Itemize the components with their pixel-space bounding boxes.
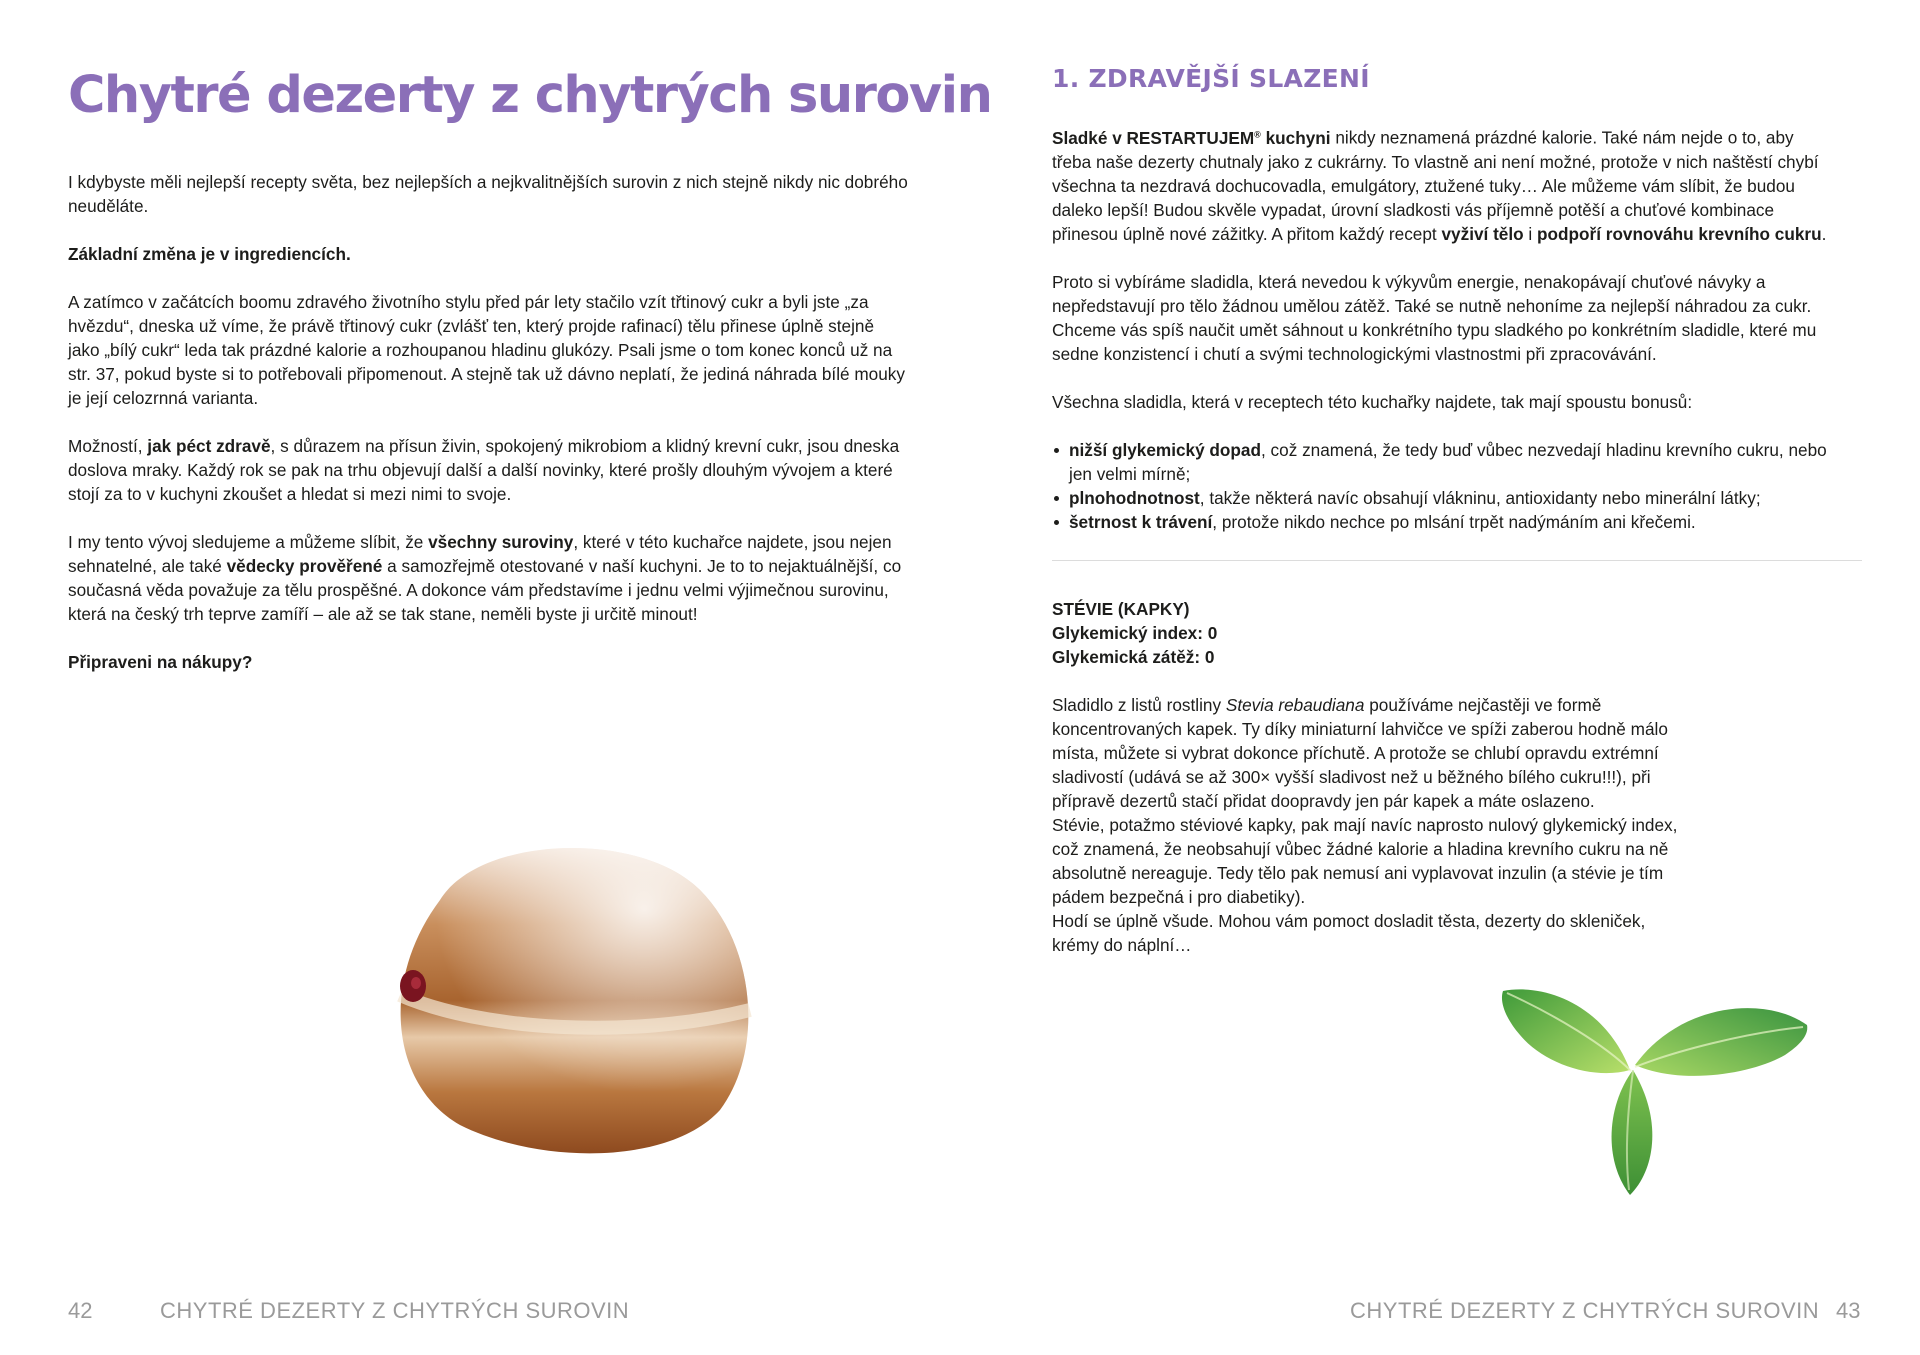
shopping-question: Připraveni na nákupy? [68, 652, 253, 672]
divider [1052, 560, 1862, 561]
donut-illustration [370, 820, 760, 1170]
page-number: 42 [68, 1298, 93, 1323]
right-page [960, 0, 1920, 1355]
bonuses-intro: Všechna sladidla, která v receptech této kuchařky najdete, tak mají spoustu bonusů: [1052, 391, 1693, 412]
stevie-paragraph: Stévie, potažmo stéviové kapky, pak mají navíc naprosto nulový glykemický index, což znamená, že neobsahují vůbec žádné kalorie a hladina krevního cukru na ně absolutně nereaguje. Tedy tělo pak nemusí ani vyplavovat inzulin (a stévie je tím pádem bezpečná i pro diabetiky). [1052, 814, 1678, 907]
page-number: 43 [1836, 1298, 1861, 1323]
page-title: Chytré dezerty z chytrých surovin [68, 66, 992, 125]
bonus-list [1052, 438, 1832, 534]
list-item: šetrnost k trávení, protože nikdo nechce po mlsání trpět nadýmáním ani křečemi. [1052, 510, 1832, 534]
running-title: CHYTRÉ DEZERTY Z CHYTRÝCH SUROVIN [1350, 1298, 1820, 1323]
running-title: CHYTRÉ DEZERTY Z CHYTRÝCH SUROVIN [160, 1298, 630, 1323]
stevie-heading [1052, 597, 1832, 669]
intro-paragraph: I kdybyste měli nejlepší recepty světa, bez nejlepších a nejkvalitnějších surovin z nich stejně nikdy nic dobrého neuděláte. [68, 172, 908, 216]
key-change-heading: Základní změna je v ingrediencích. [68, 244, 351, 264]
sweet-paragraph: Sladké v RESTARTUJEM® kuchyni nikdy neznamená prázdné kalorie. Také nám nejde o to, aby třeba naše dezerty chutnaly jako z cukrárny. To vlastně ani není možné, protože v nich naštěstí chybí všechna ta nezdravá dochucovadla, emulgátory, ztužené tuky… Ale můžeme vám slíbit, že budou daleko lepší! Budou skvěle vypadat, úrovní sladkosti vás příjemně potěší a chuťové kombinace přinesou úplně nové zážitky. A přitom každý recept vyživí tělo i podpoří rovnováhu krevního cukru. [1052, 127, 1827, 244]
section-title: 1. ZDRAVĚJŠÍ SLAZENÍ [1052, 64, 1370, 93]
stevie-paragraph: Sladidlo z listů rostliny Stevia rebaudiana používáme nejčastěji ve formě koncentrovaných kapek. Ty díky miniaturní lahvičce ve spíži zaberou hodně málo místa, můžete si vybrat dokonce příchutě. A protože se chlubí opravdu extrémní sladivostí (udává se až 300× vyšší sladivost než u běžného bílého cukru!!!), při přípravě dezertů stačí přidat doopravdy jen pár kapek a máte oslazeno. [1052, 694, 1668, 811]
sweetening-text [1052, 122, 1832, 957]
intro-text [68, 170, 908, 698]
stevie-name: STÉVIE (KAPKY) [1052, 598, 1190, 619]
glycemic-index: Glykemický index: 0 [1052, 622, 1218, 643]
stevie-description [1052, 693, 1692, 957]
ingredients-paragraph: I my tento vývoj sledujeme a můžeme slíbit, že všechny suroviny, které v této kuchařce najdete, jsou nejen sehnatelné, ale také vědecky prověřené a samozřejmě otestované v naší kuchyni. Je to to nejaktuálnější, co současná věda považuje za tělu prospěšné. A dokonce vám představíme i jednu velmi výjimečnou surovinu, která na český trh teprve zamíří – ale až se tak stane, neměli byste ji určitě minout! [68, 532, 902, 624]
stevie-paragraph: Hodí se úplně všude. Mohou vám pomoct dosladit těsta, dezerty do skleniček, krémy do náplní… [1052, 910, 1646, 955]
list-item: plnohodnotnost, takže některá navíc obsahují vlákninu, antioxidanty nebo minerální látky; [1052, 486, 1832, 510]
list-item: nižší glykemický dopad, což znamená, že tedy buď vůbec nezvedají hladinu krevního cukru, nebo jen velmi mírně; [1052, 438, 1832, 486]
stevia-leaves-illustration [1495, 985, 1815, 1205]
glycemic-load: Glykemická zátěž: 0 [1052, 646, 1215, 667]
options-paragraph: Možností, jak péct zdravě, s důrazem na přísun živin, spokojený mikrobiom a klidný krevní cukr, jsou dneska doslova mraky. Každý rok se pak na trhu objevují další a další novinky, které prošly dlouhým vývojem a které stojí za to v kuchyni zkoušet a hledat si mezi nimi to svoje. [68, 436, 900, 504]
cane-sugar-paragraph: A zatímco v začátcích boomu zdravého životního stylu před pár lety stačilo vzít třtinový cukr a byli jste „za hvězdu“, dneska už víme, že právě třtinový cukr (zvlášť ten, který projde rafinací) tělu přinese úplně stejně jako „bílý cukr“ leda tak prázdné kalorie a rozhoupanou hladinu glukózy. Psali jsme o tom konec konců už na str. 37, pokud byste si to potřebovali připomenout. A stejně tak už dávno neplatí, že jediná náhrada bílé mouky je její celozrnná varianta. [68, 292, 905, 408]
sweeteners-paragraph: Proto si vybíráme sladidla, která nevedou k výkyvům energie, nenakopávají chuťové návyky a nepředstavují pro tělo žádnou umělou zátěž. Také se nutně nehoníme za nejlepší náhradou za cukr. Chceme vás spíš naučit umět sáhnout u konkrétního typu sladkého po konkrétním sladidle, které mu sedne konzistencí i chutí a svými technologickými vlastnostmi při zpracovávání. [1052, 271, 1817, 364]
